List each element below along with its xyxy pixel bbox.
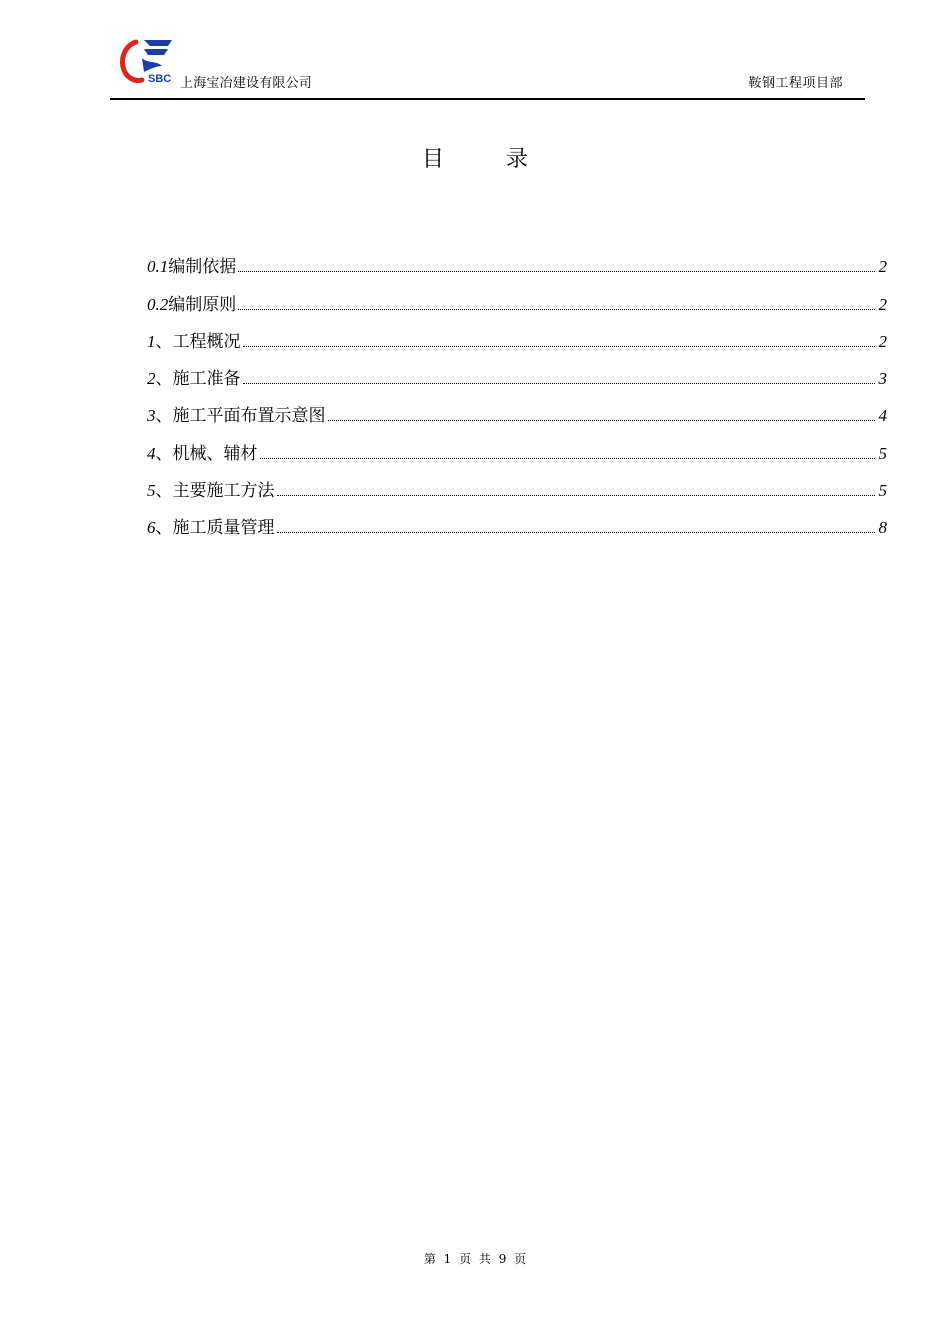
- toc-leader-dots: [277, 494, 876, 496]
- toc-entry-label: 工程概况: [172, 331, 241, 352]
- toc-entry-page: 5: [878, 443, 887, 463]
- toc-entry[interactable]: [147, 277, 887, 314]
- toc-leader-dots: [260, 457, 876, 459]
- toc-entry-label: 施工准备: [172, 369, 241, 390]
- toc-entry-separator: 、: [155, 369, 173, 390]
- toc-leader-dots: [243, 382, 876, 384]
- toc-title-right: 录: [506, 147, 529, 172]
- toc-entry[interactable]: [147, 389, 887, 426]
- toc-entry-page: 2: [878, 294, 887, 314]
- toc-entry-separator: 、: [155, 406, 173, 427]
- toc-leader-dots: [238, 308, 875, 310]
- toc-entry-number: 6: [147, 518, 156, 538]
- toc-entry-page: 2: [878, 257, 887, 277]
- toc-entry-label: 施工平面布置示意图: [172, 406, 326, 427]
- toc-entry[interactable]: [147, 501, 887, 538]
- toc-entry[interactable]: [147, 352, 887, 389]
- toc-entry-number: 1: [147, 331, 156, 351]
- toc-entry-page: 3: [878, 369, 887, 389]
- company-logo: [118, 36, 176, 88]
- toc-entry[interactable]: [147, 315, 887, 352]
- toc-leader-dots: [243, 345, 876, 347]
- toc-title-left: 目: [421, 147, 444, 172]
- toc-entry-label: 施工质量管理: [172, 518, 275, 539]
- toc-entry-number: 0.1: [147, 257, 169, 277]
- header-divider: [110, 98, 865, 100]
- toc-leader-dots: [277, 531, 876, 533]
- svg-text:SBC: SBC: [148, 73, 172, 85]
- toc-entry-number: 4: [147, 443, 156, 463]
- page-header: [110, 30, 865, 100]
- toc-entry-page: 4: [878, 406, 887, 426]
- toc-entry-label: 编制依据: [168, 257, 237, 278]
- toc-entry-separator: 、: [155, 443, 173, 464]
- toc-entry-page: 5: [878, 481, 887, 501]
- toc-entry-number: 5: [147, 481, 156, 501]
- toc-title: [0, 142, 950, 173]
- toc-entry-separator: 、: [155, 331, 173, 352]
- toc-entry-page: 2: [878, 331, 887, 351]
- toc-entry-separator: 、: [155, 518, 173, 539]
- toc-entry-label: 主要施工方法: [172, 481, 275, 502]
- toc-entry[interactable]: [147, 426, 887, 463]
- toc-entry-label: 编制原则: [168, 294, 237, 315]
- toc-entry[interactable]: [147, 240, 887, 277]
- toc-entry-page: 8: [878, 518, 887, 538]
- table-of-contents: [147, 240, 887, 538]
- page-footer: 第 1 页 共 9 页: [423, 1252, 527, 1266]
- department-name: 鞍钢工程项目部: [748, 76, 843, 91]
- toc-leader-dots: [238, 270, 875, 272]
- toc-entry-number: 3: [147, 406, 156, 426]
- toc-entry-separator: 、: [155, 481, 173, 502]
- toc-leader-dots: [328, 419, 876, 421]
- company-name: 上海宝冶建设有限公司: [180, 76, 313, 91]
- toc-entry-label: 机械、辅材: [172, 443, 258, 464]
- toc-entry-number: 0.2: [147, 294, 169, 314]
- toc-entry-number: 2: [147, 369, 156, 389]
- toc-entry[interactable]: [147, 464, 887, 501]
